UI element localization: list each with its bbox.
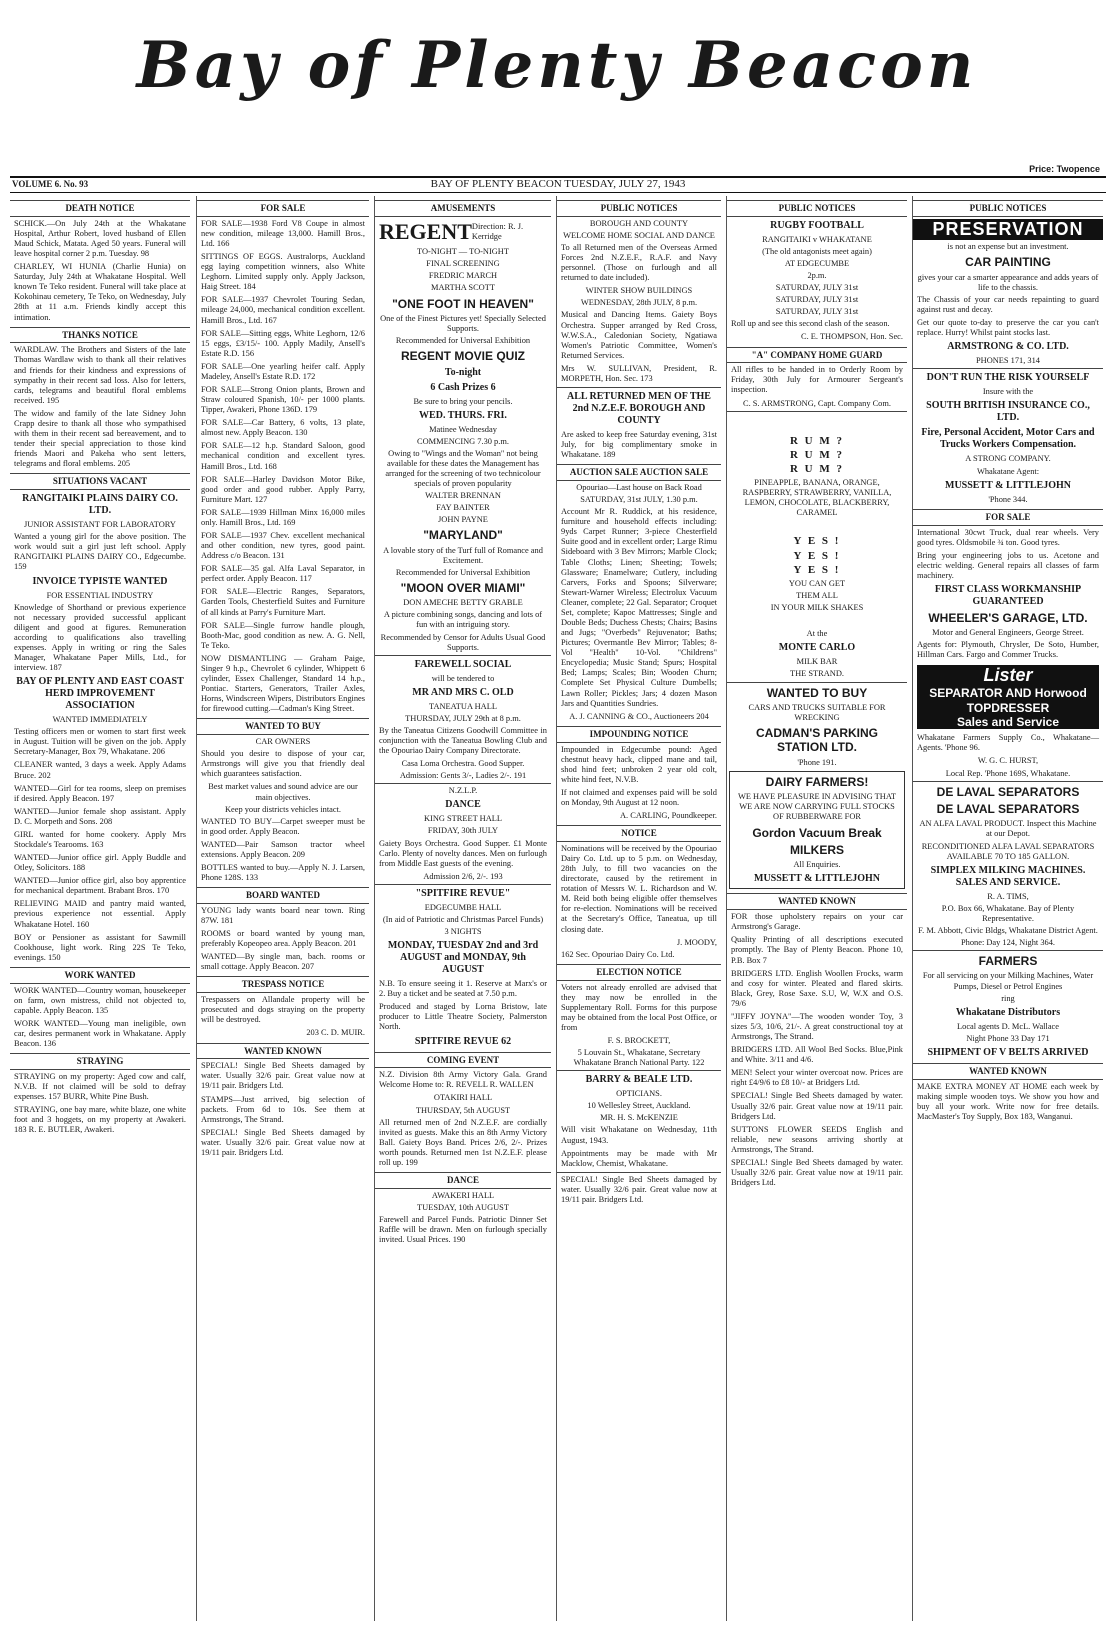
notice: All rifles to be handed in to Orderly Room by Friday, 30th July for Armourer Sergeant's inspection. xyxy=(731,365,903,395)
ad-line: WELCOME HOME SOCIAL AND DANCE xyxy=(563,230,715,240)
ad-line: WINTER SHOW BUILDINGS xyxy=(585,286,693,296)
notice: Will visit Whakatane on Wednesday, 11th August, 1943. xyxy=(561,1125,717,1145)
ad-line: To-night xyxy=(444,366,482,378)
lister-logo: Lister xyxy=(983,664,1033,685)
yes-line: Y E S ! xyxy=(793,563,841,576)
newspaper-title: Bay of Plenty Beacon xyxy=(136,28,978,103)
notice: FOR those upholstery repairs on your car Armstrong's Garage. xyxy=(731,912,903,932)
preservation-banner: PRESERVATION xyxy=(913,219,1103,241)
notice: GIRL wanted for home cookery. Apply Mrs Stockdale's Tearooms. 163 xyxy=(14,829,186,849)
ad-heading: DE LAVAL SEPARATORS xyxy=(936,802,1080,816)
ad-heading: WHEELER'S GARAGE, LTD. xyxy=(928,610,1088,625)
notice: SCHICK.—On July 24th at the Whakatane Hospital, Arthur Robert, loved husband of Ellen Maud Schick, Matata. Aged 50 years. Funeral will leave hospital corner 2 p.m. Tuesday. 98 xyxy=(14,218,186,259)
notice: ROOMS or board wanted by young man, preferably Kopeopeo area. Apply Beacon. 201 xyxy=(201,929,365,949)
ad-line: W. G. C. HURST, xyxy=(977,756,1039,766)
notice: Get our quote to-day to preserve the car you can't replace. Hurry! Whilst paint stocks last. xyxy=(917,318,1099,338)
for-sale-item: FOR SALE—1939 Hillman Minx 16,000 miles only. Hamill Bros., Ltd. 169 xyxy=(201,507,365,527)
ad-heading: FAREWELL SOCIAL xyxy=(414,658,512,670)
ad-subheading: WANTED IMMEDIATELY xyxy=(52,715,148,725)
ad-line: SATURDAY, JULY 31st xyxy=(775,295,859,305)
lister-products: SEPARATOR AND Horwood TOPDRESSER xyxy=(929,686,1087,715)
notice: CLEANER wanted, 3 days a week. Apply Adams Bruce. 202 xyxy=(14,760,186,780)
notice: Nominations will be received by the Opouriao Dairy Co. Ltd. up to 5 p.m. on Wednesday, 28th July, to fill two vacancies on the directorate, caused by the retirement in rotation of Messrs W. L. Richardson and W. M. Reid both being eligible offer themselves for re-election. Nominations will be received at the Secretary's Office, Taneatua, up till closing date. xyxy=(561,843,717,934)
for-sale-item: FOR SALE—Single furrow handle plough, Booth-Mac, good condition as new. A. G. Nell, Te Teko. xyxy=(201,620,365,650)
section-heading: BOARD WANTED xyxy=(197,887,369,904)
ad-line: SIMPLEX MILKING MACHINES. SALES AND SERVICE. xyxy=(930,864,1086,888)
section-heading: PUBLIC NOTICES xyxy=(913,200,1103,217)
ad-line: (The old antagonists meet again) xyxy=(762,246,872,256)
ad-line: Admission 2/6, 2/-. 193 xyxy=(423,871,503,881)
ad-line: MR AND MRS C. OLD xyxy=(412,686,514,698)
for-sale-item: FOR SALE—Strong Onion plants, Brown and Straw coloured Spanish, 10/- per 1000 plants. Tipper, Awakeri, Phone 136D. 179 xyxy=(201,384,365,415)
ad-line: 'Phone 344. xyxy=(988,494,1028,504)
ad-line: TO-NIGHT — TO-NIGHT xyxy=(417,247,509,257)
ad-line: For all servicing on your Milking Machines, Water Pumps, Diesel or Petrol Engines xyxy=(922,971,1094,991)
notice: Wanted a young girl for the above position. The work would suit a girl just left school. Apply RANGITAIKI PLAINS DAIRY CO., Edgecumbe. 159 xyxy=(14,532,186,572)
notice: Should you desire to dispose of your car, Armstrongs will give you that friendly deal which guarantees satisfaction. xyxy=(201,749,365,779)
column-4 xyxy=(556,196,721,1621)
ad-line: N.Z.L.P. xyxy=(448,786,478,796)
section-heading: IMPOUNDING NOTICE xyxy=(557,726,721,743)
ad-line: EDGECUMBE HALL xyxy=(424,902,502,912)
ad-line: Recommended by Censor for Adults Usual Good Supports. xyxy=(380,632,546,652)
notice: International 30cwt Truck, dual rear wheels. Very good tyres. Oldsmobile ¾ ton. Good tyres. xyxy=(917,527,1099,547)
ad-heading: RANGITAIKI PLAINS DAIRY CO. LTD. xyxy=(22,493,178,517)
ad-line: SPITFIRE REVUE 62 xyxy=(414,1035,512,1047)
notice: Account Mr R. Ruddick, at his residence, furniture and household effects including: 9yds Carpet Runner; 3-piece Chesterfield Suite good and in excellent order; Large Rimu Sideboard with 3 Bev Mirrors; Marble Clock; Table Cloths; Linen; Sheeting; Towels; Glassware; Enamelware; Cutlery, including Carvers, Forks and Spoons; Silverware; Stewart-Warner Wireless; Electrolux Vacuum Cleaner, complete; 22 Gal. Separator; Croquet Set, complete; Kapoc Mattresses; Single and Double Beds; Duchess Chests; Chairs; Basins and Jugs; "Overbeds" Rejuvenator; Baths; Pictures; Overmantle Bev Mirror; Tables; 8-Vol "Health" 10-Vol. "Childrens" Encyclopedia; Music Stand; Spurs; Hospital Bed; Lamps; Scales; Bin; Wooden Churn; Complete Set Physical Culture Dumbells; Lawn Roller; Pickles; Jars; 4 dozen Mason Jars and Quantities Sundries. xyxy=(561,507,717,708)
notice: STRAYING on my property: Aged cow and calf, N.V.B. If not claimed will be sold to defray expenses. 157 BURR, White Pine Bush. xyxy=(14,1071,186,1102)
for-sale-item: FOR SALE—1938 Ford V8 Coupe in almost new condition, mileage 13,000. Hamill Bros., Ltd. 166 xyxy=(201,218,365,248)
ad-line: All Enquiries. xyxy=(793,860,841,870)
ad-line: ring xyxy=(1001,993,1015,1003)
notice: Roll up and see this second clash of the season. xyxy=(731,319,890,329)
date-title: BAY OF PLENTY BEACON TUESDAY, JULY 27, 1943 xyxy=(430,178,686,190)
notice: WANTED TO BUY—Carpet sweeper must be in good order. Apply Beacon. xyxy=(201,816,365,836)
for-sale-item: FOR SALE—Sitting eggs, White Leghorn, 12/6 15 eggs, £3/15/- 100. Apply Madily, Ansell's Estate R.D. 156 xyxy=(201,328,365,358)
notice-signature: C. E. THOMPSON, Hon. Sec. xyxy=(801,332,903,342)
ad-line: Phone: Day 124, Night 364. xyxy=(961,938,1055,948)
section-heading: NOTICE xyxy=(557,825,721,842)
ad-line: A picture combining songs, dancing and lots of fun with an intriguing story. xyxy=(383,610,543,630)
ad-heading: BARRY & BEALE LTD. xyxy=(585,1074,693,1086)
section-heading: PUBLIC NOTICES xyxy=(557,200,721,217)
notice: Bring your engineering jobs to us. Acetone and electric welding. General repairs all classes of farm machinery. xyxy=(917,550,1099,580)
ad-line: COMMENCING 7.30 p.m. xyxy=(417,436,509,446)
ad-line: THE STRAND. xyxy=(790,669,844,679)
for-sale-item: FOR SALE—12 h.p. Standard Saloon, good mechanical condition and excellent tyres. Hamill Bros., Ltd. 168 xyxy=(201,441,365,471)
for-sale-item: FOR SALE—1937 Chev. excellent mechanical and other condition, new tyres, good paint. Address c/o Beacon. 131 xyxy=(201,530,365,561)
notice: The Chassis of your car needs repainting to guard against rust and decay. xyxy=(917,295,1099,315)
notice: WANTED—Junior office girl. Apply Buddle and Otley, Solicitors. 188 xyxy=(14,853,186,873)
ad-line: Owing to "Wings and the Woman" not being available for these dates the Management has arranged for the screening of two technicolour specials of proven popularity xyxy=(385,448,541,488)
ad-heading: Whakatane Distributors xyxy=(955,1006,1061,1018)
notice: Impounded in Edgecumbe pound: Aged chestnut heavy hack, clipped mane and tail, shod hind feet; unbroken 2 year old colt, white hind feet, N.V.B. xyxy=(561,744,717,784)
ad-line: THURSDAY, 5th AUGUST xyxy=(415,1105,511,1115)
ad-line: A STRONG COMPANY. xyxy=(965,454,1051,464)
film-title: "MOON OVER MIAMI" xyxy=(400,580,526,595)
ad-line: Admission: Gents 3/-, Ladies 2/-. 191 xyxy=(399,771,527,781)
notice: SUTTONS FLOWER SEEDS English and reliable, new seasons arriving shortly at Armstrongs, The Strand. xyxy=(731,1124,903,1154)
ad-line: SATURDAY, JULY 31st xyxy=(775,307,859,317)
ad-line: Insure with the xyxy=(982,387,1034,397)
film-title: "MARYLAND" xyxy=(423,528,503,543)
ad-heading: DAIRY FARMERS! xyxy=(765,774,869,789)
ad-line: will be tendered to xyxy=(431,673,495,683)
notice: Knowledge of Shorthand or previous experience not necessary provided successful applicant diligent and good at figures. Remuneration according to qualifications also travelling expenses. Apply in writing or ring the Sales Manager, Whakatane Paper Mills, Ltd., for interview. 187 xyxy=(14,602,187,673)
ad-heading: BAY OF PLENTY AND EAST COAST HERD IMPROVEMENT ASSOCIATION xyxy=(16,676,184,712)
notice-signature: J. MOODY, xyxy=(676,937,717,947)
column-1 xyxy=(10,196,190,1621)
ad-line: One of the Finest Pictures yet! Specially Selected Supports. xyxy=(380,313,546,333)
rum-line: R U M ? xyxy=(789,434,845,447)
yes-line: Y E S ! xyxy=(793,549,841,562)
notice: BRIDGERS LTD. All Wool Bed Socks. Blue,Pink and White. 3/11 and 4/6. xyxy=(731,1045,903,1065)
notice: Farewell and Parcel Funds. Patriotic Dinner Set Raffle will be drawn. Men on furlough specially invited. Usual Prices. 190 xyxy=(379,1214,547,1245)
ad-line: AT EDGECUMBE xyxy=(784,258,850,268)
ad-heading: CAR PAINTING xyxy=(965,255,1051,270)
ad-heading: ALL RETURNED MEN OF THE 2nd N.Z.E.F. BOROUGH AND COUNTY xyxy=(567,390,711,426)
ad-line: JOHN PAYNE xyxy=(438,515,488,525)
ad-line: BOROUGH AND COUNTY xyxy=(589,218,689,228)
ad-line: MILKERS xyxy=(790,842,844,857)
notice-signature: A. CARLING, Poundkeeper. xyxy=(620,811,717,821)
section-heading: AUCTION SALE AUCTION SALE xyxy=(557,464,721,481)
ad-line: Fire, Personal Accident, Motor Cars and Trucks Workers Compensation. xyxy=(921,427,1095,451)
ad-line: 3 NIGHTS xyxy=(444,927,482,937)
for-sale-item: SITTINGS OF EGGS. Australorps, Auckland egg laying competition winners, also White Leghorn. Limited supply only. Apply Jackson, Haig Street. 184 xyxy=(201,252,365,292)
notice: BRIDGERS LTD. English Woollen Frocks, warm and cosy for winter. Pleated and flared skirts. Black, Grey, Rose Saxe. S.U, W, W.X and O.S. 79/6 xyxy=(731,968,903,1008)
ad-line: R. A. TIMS, xyxy=(987,891,1029,901)
ad-line: WE HAVE PLEASURE IN ADVISING THAT WE ARE NOW CARRYING FULL STOCKS OF RUBBERWARE FOR xyxy=(737,792,897,822)
ad-heading: DON'T RUN THE RISK YOURSELF xyxy=(926,372,1090,384)
ad-line: IN YOUR MILK SHAKES xyxy=(770,603,864,613)
ad-line: is not an expense but an investment. xyxy=(947,242,1069,252)
ad-line: 6 Cash Prizes 6 xyxy=(430,381,496,393)
notice: STRAYING, one bay mare, white blaze, one white foot and 3 hoggets, on my property at Awakeri. 183 R. E. BUTLER, Awakeri. xyxy=(14,1105,186,1135)
ad-subheading: CAR OWNERS xyxy=(255,737,311,747)
for-sale-item: FOR SALE—One yearling heifer calf. Apply Madeley, Ansell's Estate R.D. 172 xyxy=(201,361,365,381)
notice: WANTED—By single man, bach. rooms or small cottage. Apply Beacon. 207 xyxy=(201,952,365,972)
notice: By the Taneatua Citizens Goodwill Committee in conjunction with the Taneatua Bowling Club and the Opouriao Dairy Company Directorate. xyxy=(379,725,547,756)
section-heading: FOR SALE xyxy=(197,200,369,217)
ad-heading: WANTED TO BUY xyxy=(766,685,868,700)
ad-line: FIRST CLASS WORKMANSHIP GUARANTEED xyxy=(934,583,1082,607)
notice: SPECIAL! Single Bed Sheets damaged by water. Usually 32/6 pair. Great value now at 19/11 pair. Bridgers Ltd. xyxy=(561,1174,717,1204)
ad-subheading: FOR ESSENTIAL INDUSTRY xyxy=(46,590,154,600)
regent-header xyxy=(375,219,551,245)
notice: If not claimed and expenses paid will be sold on Monday, 9th August at 12 noon. xyxy=(561,787,717,807)
ad-line: Local agents D. McL. Wallace xyxy=(957,1021,1059,1031)
ad-line: SATURDAY, JULY 31st xyxy=(775,283,859,293)
film-title: "ONE FOOT IN HEAVEN" xyxy=(392,296,534,311)
ad-line: (In aid of Patriotic and Christmas Parcel Funds) xyxy=(382,914,544,924)
ad-line: FREDRIC MARCH xyxy=(428,271,498,281)
ad-line: Be sure to bring your pencils. xyxy=(413,396,513,406)
regent-title: REGENT xyxy=(379,218,472,244)
ad-heading: FARMERS xyxy=(978,954,1038,969)
ad-heading: MUSSETT & LITTLEJOHN xyxy=(945,479,1071,491)
column-2 xyxy=(196,196,369,1621)
notice: WANTED—Girl for tea rooms, sleep on premises if desired. Apply Beacon. 197 xyxy=(14,783,186,803)
ad-line: TANEATUA HALL xyxy=(429,701,497,711)
ad-line: Recommended for Universal Exhibition xyxy=(395,567,531,577)
ad-heading: CADMAN'S PARKING STATION LTD. xyxy=(756,726,878,755)
notice: WARDLAW. The Brothers and Sisters of the late Thomas Wardlaw wish to thank all their relatives and friends for their kindness and expressions of sympathy in their recent sad loss. Also for letters, cards, telegrams and beautiful floral emblems received. 195 xyxy=(14,345,186,405)
ad-line: MILK BAR xyxy=(796,657,838,667)
notice: STAMPS—Just arrived, big selection of packets. From 6d to 10s. See them at Armstrongs, The Strand. xyxy=(201,1094,365,1124)
section-heading: AMUSEMENTS xyxy=(375,200,551,217)
ad-heading: INVOICE TYPISTE WANTED xyxy=(32,575,168,587)
notice: SPECIAL! Single Bed Sheets damaged by water. Usually 32/6 pair. Great value now at 19/11 pair. Bridgers Ltd. xyxy=(201,1061,365,1091)
dateline xyxy=(10,176,1106,193)
section-heading: COMING EVENT xyxy=(375,1052,551,1069)
ad-heading: SHIPMENT OF V BELTS ARRIVED xyxy=(927,1046,1089,1058)
ad-line: RANGITAIKI v WHAKATANE xyxy=(762,234,872,244)
ad-heading: MONTE CARLO xyxy=(778,642,856,654)
ad-line: Gordon Vacuum Break xyxy=(752,825,882,840)
notice: SPECIAL! Single Bed Sheets damaged by water. Usually 32/6 pair. Great value now at 19/11 pair. Bridgers Ltd. xyxy=(731,1157,903,1188)
notice: Produced and staged by Lorna Bristow, late producer to Little Theatre Society, Palmerston North. xyxy=(379,1002,547,1032)
masthead xyxy=(0,0,1114,180)
section-heading: STRAYING xyxy=(10,1053,190,1070)
ad-heading: "SPITFIRE REVUE" xyxy=(415,887,511,899)
ad-line: Motor and General Engineers, George Street. xyxy=(932,628,1084,638)
ad-line: Whakatane Agent: xyxy=(976,466,1040,476)
for-sale-item: FOR SALE—Electric Ranges, Separators, Garden Tools, Chesterfield Suites and Furniture of all kinds at Parry's Furniture Mart. xyxy=(201,587,365,617)
ad-heading: SOUTH BRITISH INSURANCE CO., LTD. xyxy=(926,400,1090,424)
notice: SPECIAL! Single Bed Sheets damaged by water. Usually 32/6 pair. Great value now at 19/11 pair. Bridgers Ltd. xyxy=(201,1127,365,1157)
column-3 xyxy=(374,196,551,1621)
ad-line: F. S. BROCKETT, xyxy=(607,1035,671,1045)
ad-line: 10 Wellesley Street, Auckland. xyxy=(587,1101,691,1111)
notice: MEN! Select your winter overcoat now. Prices are right £4/9/6 to £8 10/- at Bridgers Ltd. xyxy=(731,1068,903,1088)
ad-line: THURSDAY, JULY 29th at 8 p.m. xyxy=(405,713,521,723)
section-heading: DEATH NOTICE xyxy=(10,200,190,217)
ad-line: A. J. CANNING & CO., Auctioneers 204 xyxy=(569,711,709,721)
section-heading: DANCE xyxy=(375,1172,551,1189)
ad-line: CARS AND TRUCKS SUITABLE FOR WRECKING xyxy=(748,702,886,722)
notice: WANTED—Junior office girl, also boy apprentice for mechanical department. Brabant Bros. 170 xyxy=(14,876,186,896)
ad-line: AN ALFA LAVAL PRODUCT. Inspect this Machine at our Depot. xyxy=(919,819,1097,839)
ad-line: RECONDITIONED ALFA LAVAL SEPARATORS AVAILABLE 70 TO 185 GALLON. xyxy=(921,841,1095,861)
for-sale-item: FOR SALE—1937 Chevrolet Touring Sedan, mileage 24,000, mechanical condition excellent. Hamill Bros., Ltd. 167 xyxy=(201,295,365,325)
section-heading: FOR SALE xyxy=(913,509,1103,526)
ad-heading: ARMSTRONG & CO. LTD. xyxy=(947,341,1069,353)
ad-line: FAY BAINTER xyxy=(436,503,490,513)
ad-heading: DANCE xyxy=(445,799,481,811)
notice: Quality Printing of all descriptions executed promptly. The Bay of Plenty Beacon. Phone 10, P.B. Box 7 xyxy=(731,935,903,965)
ad-line: Night Phone 33 Day 171 xyxy=(966,1033,1050,1043)
section-heading: PUBLIC NOTICES xyxy=(727,200,907,217)
ad-line: A lovable story of the Turf full of Romance and Excitement. xyxy=(383,545,543,565)
ad-line: WALTER BRENNAN xyxy=(425,491,501,501)
ad-line: MONDAY, TUESDAY 2nd and 3rd AUGUST and MONDAY, 9th AUGUST xyxy=(387,940,539,976)
notice-signature: 203 C. D. MUIR. xyxy=(306,1028,365,1038)
regent-direction: Direction: R. J. Kerridge xyxy=(471,221,524,241)
ad-line: SATURDAY, 31st JULY, 1.30 p.m. xyxy=(580,495,698,505)
ad-line: FRIDAY, 30th JULY xyxy=(427,826,499,836)
ad-line: Matinee Wednesday xyxy=(429,424,497,434)
dairy-farmers-ad xyxy=(729,771,905,889)
ad-line: TUESDAY, 10th AUGUST xyxy=(417,1202,509,1212)
for-sale-item: FOR SALE—Car Battery, 6 volts, 13 plate, almost new. Apply Beacon. 130 xyxy=(201,418,365,438)
for-sale-item: FOR SALE—Harley Davidson Motor Bike, good order and good rubber. Apply Parry, Furniture Mart. 127 xyxy=(201,474,365,504)
notice: N.Z. Division 8th Army Victory Gala. Grand Welcome Home to: R. REVELL R. WALLEN xyxy=(379,1070,547,1090)
notice: WANTED—Junior female shop assistant. Apply D. C. Morpeth and Sons. 208 xyxy=(14,806,186,826)
lister-ad xyxy=(917,665,1099,730)
section-heading: SITUATIONS VACANT xyxy=(10,473,190,490)
notice: SPECIAL! Single Bed Sheets damaged by water. Usually 32/6 pair. Great value now at 19/11 pair. Bridgers Ltd. xyxy=(731,1091,903,1121)
notice: BOY or Pensioner as assistant for Sawmill Cookhouse, light work. Ring 22S Te Teko, evenings. 150 xyxy=(14,932,186,962)
ad-line: REGENT MOVIE QUIZ xyxy=(400,349,525,364)
section-heading: TRESPASS NOTICE xyxy=(197,976,369,993)
section-heading: WANTED KNOWN xyxy=(727,893,907,910)
ad-line: F. M. Abbott, Civic Bldgs, Whakatane District Agent. xyxy=(918,925,1098,935)
column-5 xyxy=(726,196,907,1621)
notice: N.B. To ensure seeing it 1. Reserve at Marx's or 2. Buy a ticket and be seated at 7.50 p.m. xyxy=(379,979,547,999)
notice-line: Best market values and sound advice are our main objectives. xyxy=(208,782,358,802)
for-sale-list xyxy=(197,219,369,715)
ad-line: PINEAPPLE, BANANA, ORANGE, RASPBERRY, STRAWBERRY, VANILLA, LEMON, CHOCOLATE, BLACKBERRY, CARAMEL xyxy=(742,478,892,518)
ad-line: At the xyxy=(806,629,828,639)
for-sale-item: NOW DISMANTLING — Graham Paige, Singer 9 h.p., Chevrolet 6 cylinder, Whippett 6 cylinder, Essex Challenger, Standard 14 h.p., Pontiac. Starters, Generators, Trailer Axles, Horns, Windscreen Wipers, Distributors Engines for firewood cutting.—Cadman's King Street. xyxy=(201,653,365,714)
ad-line: WEDNESDAY, 28th JULY, 8 p.m. xyxy=(580,298,698,308)
ad-line: gives your car a smarter appearance and adds years of life to the chassis. xyxy=(917,272,1099,292)
notice: To all Returned men of the Overseas Armed Forces 2nd N.Z.E.F., R.A.F. and Navy personnel. (Those on furlough and all returned to date included). xyxy=(561,242,717,283)
notice: WORK WANTED—Country woman, housekeeper on farm, own mistress, child not objected to, capable. Apply Beacon. 135 xyxy=(14,985,186,1015)
ad-line: Casa Loma Orchestra. Good Supper. xyxy=(401,759,525,769)
ad-subheading: JUNIOR ASSISTANT FOR LABORATORY xyxy=(24,520,176,530)
ad-line: P.O. Box 66, Whakatane. Bay of Plenty Representative. xyxy=(941,903,1075,923)
ad-line: 'Phone 191. xyxy=(797,757,837,767)
notice: Gaiety Boys Orchestra. Good Supper. £1 Monte Carlo. Plenty of novelty dances. Men on furlough from Middle East guests of the evening. xyxy=(379,838,547,868)
rum-line: R U M ? xyxy=(789,448,845,461)
notice-line: Keep your districts vehicles intact. xyxy=(224,804,342,814)
notice: Testing officers men or women to start first week in August. Tuition will be given on the job. Apply Secretary-Manager, Box 79, Whakatane. 206 xyxy=(14,727,186,757)
section-heading: "A" COMPANY HOME GUARD xyxy=(727,347,907,364)
column-6 xyxy=(912,196,1103,1621)
ad-line: OPTICIANS. xyxy=(616,1089,662,1099)
notice: WORK WANTED—Young man ineligible, own car, desires permanent work in Whakatane. Apply Beacon. 136 xyxy=(14,1018,186,1049)
ad-line: WED. THURS. FRI. xyxy=(419,409,507,421)
notice: Trespassers on Allandale property will be prosecuted and dogs straying on the property will be destroyed. xyxy=(201,995,365,1025)
ad-line: THEM ALL xyxy=(796,591,838,601)
section-heading: WANTED KNOWN xyxy=(913,1063,1103,1080)
section-heading: WORK WANTED xyxy=(10,967,190,984)
notice: MAKE EXTRA MONEY AT HOME each week by making simple wooden toys. We show you how and buy all your work. Write now for free details. MacMaster's Toy Supply, Box 183, Wanganui. xyxy=(917,1081,1099,1121)
notice: Voters not already enrolled are advised that they may now be enrolled in the Supplementary Roll. Forms for this purpose may be obtained from the local Post Office, or from xyxy=(561,982,717,1032)
ad-line: 2p.m. xyxy=(807,271,827,281)
notice: Mrs W. SULLIVAN, President, R. MORPETH, Hon. Sec. 173 xyxy=(561,363,717,383)
ad-line: FINAL SCREENING xyxy=(426,259,500,269)
section-heading: WANTED TO BUY xyxy=(197,718,369,735)
volume-number: VOLUME 6. No. 93 xyxy=(12,179,89,189)
rum-line: R U M ? xyxy=(789,462,845,475)
ad-line: MARTHA SCOTT xyxy=(431,283,495,293)
ad-line: AWAKERI HALL xyxy=(431,1190,495,1200)
ad-heading: RUGBY FOOTBALL xyxy=(770,219,864,231)
yes-line: Y E S ! xyxy=(793,535,841,548)
notice: All returned men of 2nd N.Z.E.F. are cordially invited as guests. Make this an 8th Army Victory Ball. Gaiety Boys Band. Prices 2/6, 2/-. Prizes worth pounds. Returned men 1st N.Z.E.F. please roll up. 199 xyxy=(379,1117,547,1167)
notice: Whakatane Farmers Supply Co., Whakatane—Agents. 'Phone 96. xyxy=(917,733,1099,753)
notice-signature: 162 Sec. Opouriao Dairy Co. Ltd. xyxy=(561,949,675,959)
ad-line: KING STREET HALL xyxy=(423,814,502,824)
notice: YOUNG lady wants board near town. Ring 87W. 181 xyxy=(201,905,365,925)
ad-line: MR. H. S. McKENZIE xyxy=(600,1113,678,1123)
notice: RELIEVING MAID and pantry maid wanted, previous experience not essential. Apply Whakatane Hotel. 160 xyxy=(14,899,186,929)
lister-slogan: Sales and Service xyxy=(956,714,1060,729)
notice: "JIFFY JOYNA"—The wooden wonder Toy, 3 sizes 5/3, 10/6, 21/-. A great constructional toy at Armstrongs, The Strand. xyxy=(731,1011,903,1042)
ad-line: 5 Louvain St., Whakatane, Secretary Whakatane Branch National Party. 122 xyxy=(573,1048,705,1068)
notice: Musical and Dancing Items. Gaiety Boys Orchestra. Supper arranged by Red Cross, W.W.S.A., Caledonian Society, Ngatiawa Women's Patriotic Committee, Women's Returned Services. xyxy=(561,310,717,360)
ad-line: YOU CAN GET xyxy=(788,579,846,589)
ad-line: DON AMECHE BETTY GRABLE xyxy=(403,598,523,608)
ad-line: MUSSETT & LITTLEJOHN xyxy=(754,873,880,885)
section-heading: WANTED KNOWN xyxy=(197,1043,369,1060)
ad-line: Recommended for Universal Exhibition xyxy=(395,336,531,346)
notice: BOTTLES wanted to buy.—Apply N. J. Larsen, Phone 128S. 133 xyxy=(201,862,365,883)
ad-line: Opouriao—Last house on Back Road xyxy=(576,483,702,492)
ad-line: OTAKIRI HALL xyxy=(433,1093,493,1103)
notice: Are asked to keep free Saturday evening, 31st July, for big complimentary smoke in Whakatane. 189 xyxy=(561,429,717,460)
ad-heading: DE LAVAL SEPARATORS xyxy=(936,784,1080,799)
section-heading: THANKS NOTICE xyxy=(10,327,190,344)
for-sale-item: FOR SALE—35 gal. Alfa Laval Separator, in perfect order. Apply Beacon. 117 xyxy=(201,564,365,584)
price-label: Price: Twopence xyxy=(1029,164,1100,174)
notice: The widow and family of the late Sidney John Crapp desire to thank all those who sympathised with them in their recent sad bereavement, and to tender their special appreciation to those kind friends Maori and Pakeha who sent letters, telegrams and floral emblems. 205 xyxy=(14,408,186,469)
notice: WANTED—Pair Samson tractor wheel extensions. Apply Beacon. 209 xyxy=(201,839,365,859)
notice: Appointments may be made with Mr Macklow, Chemist, Whakatane. xyxy=(561,1148,717,1168)
ad-line: Local Rep. 'Phone 169S, Whakatane. xyxy=(945,768,1071,778)
notice: CHARLEY, WI HUNIA (Charlie Hunia) on Saturday, July 24th at Whakatane Hospital. Well known Te Teko resident. Funeral will take place at Kokohinau cemetery, Te Teko, on Wednesday, July 28th at 11 a.m. Friends kindly accept this intimation. xyxy=(14,262,186,322)
section-heading: ELECTION NOTICE xyxy=(557,964,721,981)
notice-signature: C. S. ARMSTRONG, Capt. Company Com. xyxy=(743,398,891,408)
notice: Agents for: Plymouth, Chrysler, De Soto, Humber, Hillman Cars. Fargo and Commer Trucks. xyxy=(917,640,1099,660)
ad-line: PHONES 171, 314 xyxy=(976,356,1040,366)
